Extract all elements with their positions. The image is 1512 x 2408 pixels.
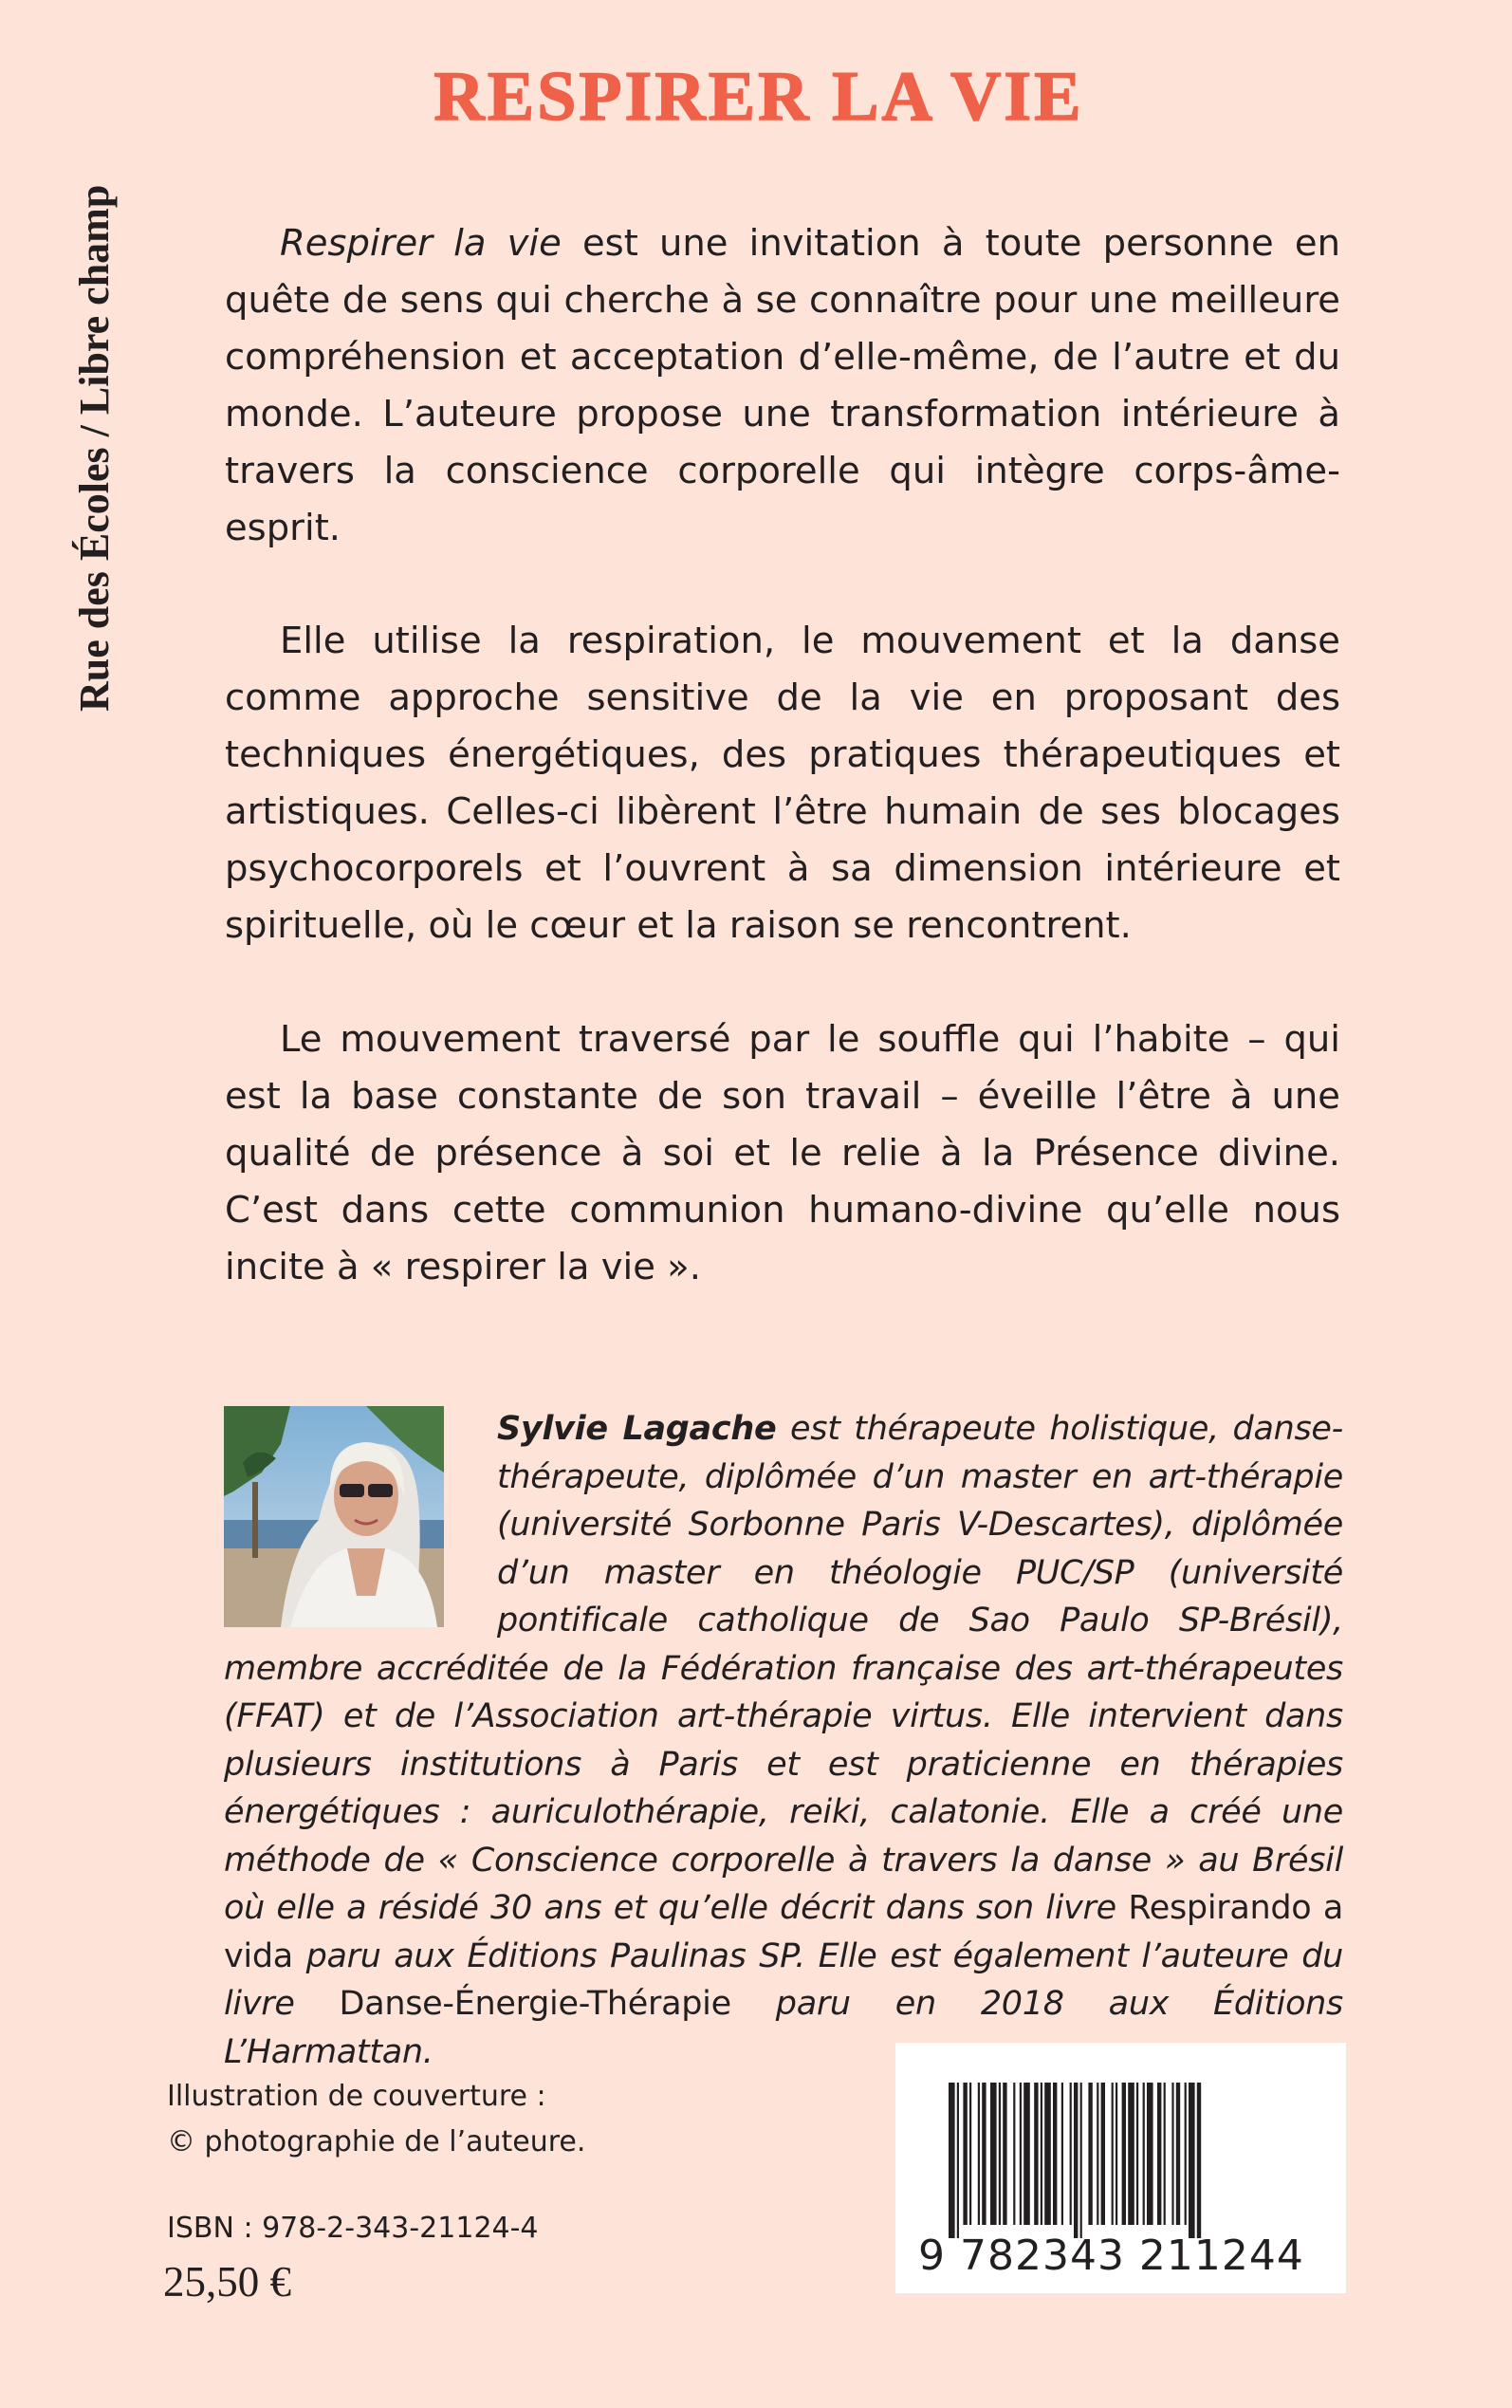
cover-credit (167, 2074, 585, 2165)
barcode-bar (1128, 2083, 1134, 2225)
barcode-bar (957, 2083, 959, 2238)
barcode-bar (1122, 2083, 1126, 2225)
barcode-bar (982, 2083, 986, 2225)
barcode-bar (1136, 2083, 1138, 2225)
barcode-bar (1097, 2083, 1098, 2225)
barcode-bar (1013, 2083, 1015, 2225)
barcode-bar (978, 2083, 980, 2225)
barcode-bar (1171, 2083, 1173, 2225)
barcode-bar (1020, 2083, 1022, 2225)
barcode-bar (1147, 2083, 1153, 2225)
barcode-bar (1034, 2083, 1038, 2225)
isbn: ISBN : 978-2-343-21124-4 (167, 2212, 539, 2245)
author-bio-text-3: paru en 2018 aux Éditions L’Harmattan. (224, 1985, 1343, 2071)
barcode-bar (1023, 2083, 1030, 2225)
barcode-bar (1003, 2083, 1006, 2225)
barcode-bar (1041, 2083, 1042, 2225)
barcode-bar (969, 2083, 971, 2225)
barcode-bar (949, 2083, 955, 2238)
cover-credit-line-2: © photographie de l’auteure. (167, 2125, 586, 2158)
barcode-bar (1116, 2083, 1117, 2225)
author-bio (224, 1405, 1343, 2076)
barcode-bar (1197, 2083, 1201, 2238)
author-book-2: Danse-Énergie-Thérapie (339, 1985, 731, 2023)
barcode-bar (1070, 2083, 1072, 2225)
photo-float-spacer (224, 1405, 497, 1640)
barcode-bar (1088, 2083, 1092, 2225)
barcode (895, 2043, 1346, 2293)
barcode-bar (1185, 2083, 1187, 2225)
description-paragraph-2: Elle utilise la respiration, le mouvement et la danse comme approche sensitive de la vie en proposant des techniques énergétiques, des pratiques thérapeutiques et artistiques. Celles-ci libèrent l’être humain de ses blocages psychocorporels et l’ouvrent à sa dimension intérieure et spirituelle, où le cœur et la raison se rencontrent. (225, 620, 1340, 947)
spine-series-label: Rue des Écoles / Libre champ (71, 184, 118, 712)
barcode-bar (999, 2083, 1001, 2225)
description-paragraph-1-text: est une invitation à toute personne en quête de sens qui cherche à se connaître pour une meilleure compréhension et acceptation d’elle-même, de l’autre et du monde. L’auteure propose une transformation intérieure à travers la conscience corporelle qui intègre corps-âme-esprit. (225, 222, 1340, 549)
description-paragraph-1 (225, 215, 1340, 557)
cover-credit-line-1: Illustration de couverture : (167, 2080, 546, 2113)
barcode-digits: 9 782343 211244 (918, 2232, 1304, 2280)
author-book-1: Respirando a vida (224, 1889, 1343, 1975)
book-title-inline: Respirer la vie (280, 222, 562, 265)
barcode-bars (949, 2083, 1290, 2238)
description-paragraph-3: Le mouvement traversé par le souffle qui l’habite – qui est la base constante de son travail – éveille l’être à une qualité de présence à soi et le relie à la Présence divine. C’est dans cette communion humano-divine qu’elle nous incite à « respirer la vie ». (225, 1018, 1340, 1288)
barcode-bar (1080, 2083, 1082, 2238)
author-bio-text-1: est thérapeute holistique, danse-thérapeute, diplômée d’un master en art-thérapie (université Sorbonne Paris V-Descartes), diplômée d’un master en théologie PUC/SP (université pontificale catholique de Sao Paulo SP-Brésil), membre accréditée de la Fédération française des art-thérapeutes (FFAT) et de l’Association art-thérapie virtus. Elle intervient dans plusieurs institutions à Paris et est praticienne en thérapies énergétiques : auriculothérapie, reiki, calatonie. Elle a créé une méthode de « Conscience corporelle à travers la danse » au Brésil où elle a résidé 30 ans et qu’elle décrit dans son livre (224, 1410, 1343, 1927)
barcode-bar (1176, 2083, 1180, 2225)
author-bio-text-2: paru aux Éditions Paulinas SP. Elle est également l’auteure du livre (224, 1936, 1343, 2023)
price: 25,50 € (163, 2258, 291, 2306)
book-title: RESPIRER LA VIE (433, 58, 1084, 136)
barcode-bar (1164, 2083, 1166, 2225)
barcode-bar (1074, 2083, 1078, 2238)
barcode-bar (990, 2083, 997, 2225)
barcode-bar (1061, 2083, 1063, 2225)
barcode-bar (1101, 2083, 1105, 2225)
barcode-bar (1143, 2083, 1145, 2225)
barcode-bar (1053, 2083, 1057, 2225)
barcode-bar (1112, 2083, 1114, 2225)
barcode-bar (1157, 2083, 1161, 2225)
barcode-bar (1044, 2083, 1051, 2225)
barcode-bar (1189, 2083, 1195, 2238)
barcode-bar (963, 2083, 967, 2225)
author-name: Sylvie Lagache (497, 1410, 777, 1448)
